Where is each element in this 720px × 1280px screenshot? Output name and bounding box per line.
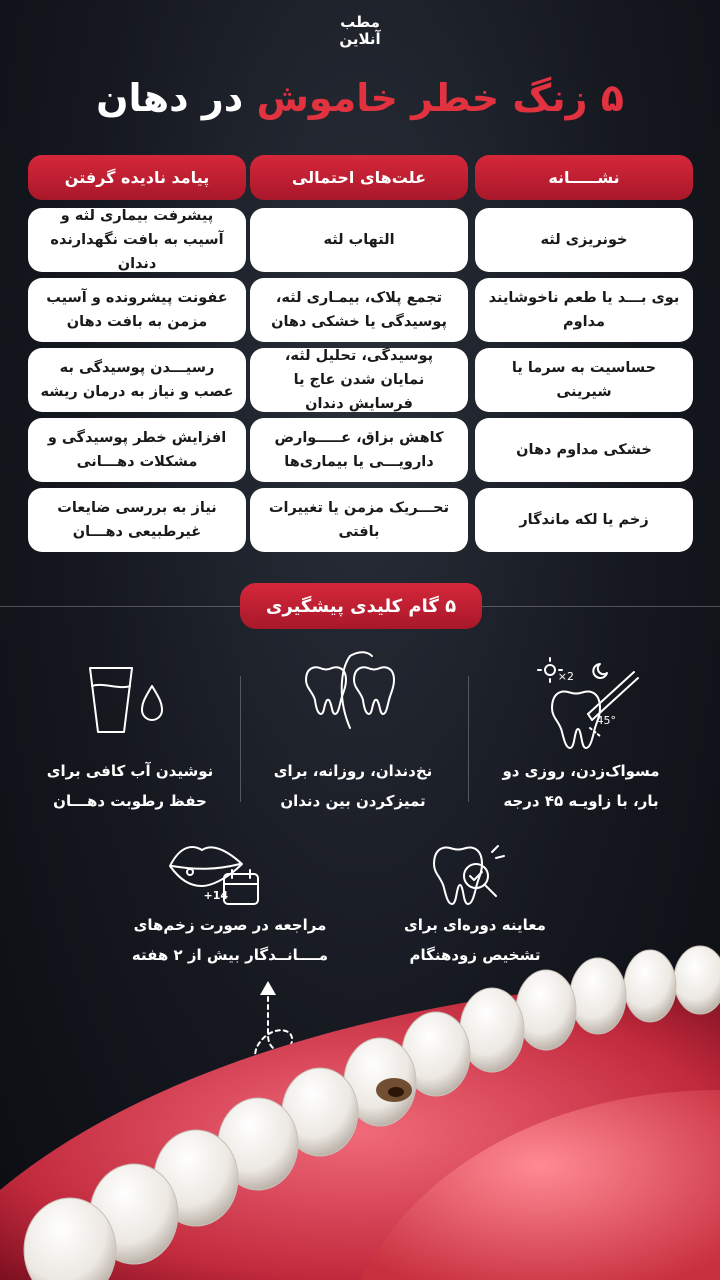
step-floss-line2: تمیزکردن بین دندان bbox=[280, 792, 426, 810]
brand-line1: مطب bbox=[340, 13, 380, 31]
cell-cause: تحـــریک مزمن یا تغییرات بافتی bbox=[250, 488, 468, 552]
cell-consequence: عفونت پیشرونده و آسیب مزمن به بافت دهان bbox=[28, 278, 246, 342]
cell-sign: خشکی مداوم دهان bbox=[475, 418, 693, 482]
step-separator bbox=[468, 676, 469, 802]
cell-cause: کاهش بزاق، عـــــوارض دارویـــی یا بیماری‌ها bbox=[250, 418, 468, 482]
calendar-label: 14+ bbox=[203, 889, 228, 902]
brush-angle-label: 45° bbox=[596, 714, 616, 727]
tooth-checkup-icon bbox=[424, 838, 514, 918]
prevention-heading: ۵ گام کلیدی پیشگیری bbox=[240, 583, 482, 629]
cell-sign: بوی بـــد یا طعم ناخوشایند مداوم bbox=[475, 278, 693, 342]
step-ulcer-line1: مراجعه در صورت زخم‌های bbox=[133, 916, 327, 934]
cell-sign: خونریزی لثه bbox=[475, 208, 693, 272]
step-floss-text bbox=[250, 756, 456, 816]
step-checkup-line2: تشخیص زودهنگام bbox=[409, 946, 541, 964]
brand-logo bbox=[0, 14, 720, 48]
step-water-line1: نوشیدن آب کافی برای bbox=[46, 762, 214, 780]
step-brushing-text bbox=[478, 756, 684, 816]
cell-cause: پوسیدگی، تحلیل لثه، نمایان شدن عاج یا فرسایش دندان bbox=[250, 348, 468, 412]
cell-sign: زخم یا لکه ماندگار bbox=[475, 488, 693, 552]
water-glass-icon bbox=[82, 660, 172, 740]
step-water-text bbox=[30, 756, 230, 816]
header-sign: نشـــــانه bbox=[475, 155, 693, 200]
teeth-illustration bbox=[0, 940, 720, 1280]
cell-consequence: نیاز به بررسی ضایعات غیرطبیعی دهـــان bbox=[28, 488, 246, 552]
cell-sign: حساسیت به سرما یا شیرینی bbox=[475, 348, 693, 412]
section-divider-left bbox=[0, 606, 240, 607]
brush-times-badge: 2× bbox=[557, 670, 574, 683]
cell-cause: تجمع پلاک، بیمـاری لثه، پوسیدگی یا خشکی دهان bbox=[250, 278, 468, 342]
floss-icon bbox=[298, 650, 408, 740]
header-cause: علت‌های احتمالی bbox=[250, 155, 468, 200]
step-floss-line1: نخ‌دندان، روزانه، برای bbox=[273, 762, 433, 780]
toothbrush-icon bbox=[530, 650, 640, 760]
step-ulcer-line2: مــــانــدگار بیش از ۲ هفته bbox=[131, 946, 329, 964]
page-title bbox=[0, 76, 720, 120]
header-consequence: پیامد نادیده گرفتن bbox=[28, 155, 246, 200]
step-water-line2: حفظ رطوبت دهـــان bbox=[53, 792, 207, 810]
title-white-part: در دهان bbox=[96, 76, 244, 120]
step-checkup-line1: معاینه دوره‌ای برای bbox=[404, 916, 546, 934]
step-brushing-line2: بار، با زاویـه ۴۵ درجه bbox=[503, 792, 659, 810]
cell-consequence: افزایش خطر پوسیدگی و مشکلات دهـــانی bbox=[28, 418, 246, 482]
section-divider-right bbox=[482, 606, 720, 607]
cell-cause: التهاب لثه bbox=[250, 208, 468, 272]
step-brushing-line1: مسواک‌زدن، روزی دو bbox=[502, 762, 660, 780]
lips-calendar-icon bbox=[166, 836, 270, 916]
cell-consequence: رسیـــدن پوسیدگی به عصب و نیاز به درمان ریشه bbox=[28, 348, 246, 412]
brand-line2: آنلاین bbox=[339, 30, 381, 48]
cell-consequence: پیشرفت بیماری لثه و آسیب به بافت نگهدارنده دندان bbox=[28, 208, 246, 272]
title-red-part: ۵ زنگ خطر خاموش bbox=[256, 76, 624, 120]
step-separator bbox=[240, 676, 241, 802]
